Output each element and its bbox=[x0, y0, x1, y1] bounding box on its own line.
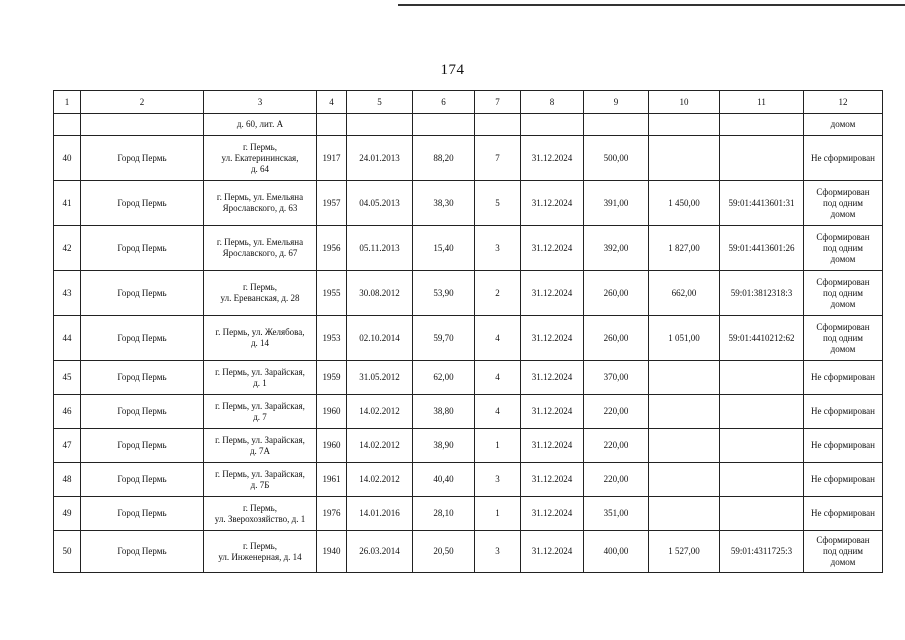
area-cell: 15,40 bbox=[413, 226, 475, 271]
column-header: 4 bbox=[317, 91, 347, 114]
year-cell: 1959 bbox=[317, 361, 347, 395]
amount-cell: 370,00 bbox=[584, 361, 649, 395]
area-cell: 20,50 bbox=[413, 531, 475, 573]
status-cell: Сформирован под одним домом bbox=[804, 531, 883, 573]
date-cell: 14.02.2012 bbox=[347, 463, 413, 497]
amount-cell: 500,00 bbox=[584, 136, 649, 181]
table-cell bbox=[317, 114, 347, 136]
amount-cell: 392,00 bbox=[584, 226, 649, 271]
table-row bbox=[54, 181, 883, 226]
row-number-cell: 46 bbox=[54, 395, 81, 429]
year-cell: 1956 bbox=[317, 226, 347, 271]
address-cell: г. Пермь, ул. Зарайская, д. 7Б bbox=[204, 463, 317, 497]
table-cell bbox=[720, 114, 804, 136]
owner-cell: Город Пермь bbox=[81, 181, 204, 226]
deadline-cell: 31.12.2024 bbox=[521, 429, 584, 463]
page-number: 174 bbox=[440, 62, 465, 78]
address-cell: г. Пермь, ул. Зарайская, д. 7 bbox=[204, 395, 317, 429]
cadastral-cell: 59:01:3812318:3 bbox=[720, 271, 804, 316]
area-cell: 38,90 bbox=[413, 429, 475, 463]
count-cell: 2 bbox=[475, 271, 521, 316]
column-header: 2 bbox=[81, 91, 204, 114]
cadastral-cell bbox=[720, 463, 804, 497]
date-cell: 31.05.2012 bbox=[347, 361, 413, 395]
table-cell bbox=[649, 114, 720, 136]
column-header: 1 bbox=[54, 91, 81, 114]
status-cell: Сформирован под одним домом bbox=[804, 181, 883, 226]
amount-cell: 220,00 bbox=[584, 429, 649, 463]
count-cell: 4 bbox=[475, 395, 521, 429]
deadline-cell: 31.12.2024 bbox=[521, 226, 584, 271]
row-number-cell: 40 bbox=[54, 136, 81, 181]
owner-cell: Город Пермь bbox=[81, 497, 204, 531]
row-number-cell: 45 bbox=[54, 361, 81, 395]
cadastral-cell: 59:01:4413601:31 bbox=[720, 181, 804, 226]
column-header: 5 bbox=[347, 91, 413, 114]
owner-cell: Город Пермь bbox=[81, 316, 204, 361]
status-cell: Сформирован под одним домом bbox=[804, 226, 883, 271]
status-cell: Сформирован под одним домом bbox=[804, 271, 883, 316]
area-cell: 38,30 bbox=[413, 181, 475, 226]
date-cell: 26.03.2014 bbox=[347, 531, 413, 573]
year-cell: 1960 bbox=[317, 429, 347, 463]
table-cell bbox=[413, 114, 475, 136]
deadline-cell: 31.12.2024 bbox=[521, 395, 584, 429]
owner-cell: Город Пермь bbox=[81, 361, 204, 395]
table-row bbox=[54, 271, 883, 316]
date-cell: 24.01.2013 bbox=[347, 136, 413, 181]
row-number-cell: 47 bbox=[54, 429, 81, 463]
date-cell: 14.01.2016 bbox=[347, 497, 413, 531]
column-header: 10 bbox=[649, 91, 720, 114]
address-cell: г. Пермь, ул. Емельяна Ярославского, д. 63 bbox=[204, 181, 317, 226]
date-cell: 02.10.2014 bbox=[347, 316, 413, 361]
address-cell: г. Пермь, ул. Ереванская, д. 28 bbox=[204, 271, 317, 316]
table-cell bbox=[584, 114, 649, 136]
status-cell: Не сформирован bbox=[804, 395, 883, 429]
year-cell: 1976 bbox=[317, 497, 347, 531]
address-cell: г. Пермь, ул. Зверохозяйство, д. 1 bbox=[204, 497, 317, 531]
amount-cell: 1 527,00 bbox=[649, 531, 720, 573]
table-row bbox=[54, 361, 883, 395]
cadastral-cell bbox=[720, 361, 804, 395]
date-cell: 14.02.2012 bbox=[347, 429, 413, 463]
row-number-cell: 44 bbox=[54, 316, 81, 361]
count-cell: 1 bbox=[475, 497, 521, 531]
cadastral-cell bbox=[720, 497, 804, 531]
table-row bbox=[54, 136, 883, 181]
table-row bbox=[54, 395, 883, 429]
owner-cell: Город Пермь bbox=[81, 531, 204, 573]
amount-cell: 351,00 bbox=[584, 497, 649, 531]
address-cell: г. Пермь, ул. Екатерининская, д. 64 bbox=[204, 136, 317, 181]
column-header: 9 bbox=[584, 91, 649, 114]
date-cell: 05.11.2013 bbox=[347, 226, 413, 271]
table-cell bbox=[475, 114, 521, 136]
date-cell: 30.08.2012 bbox=[347, 271, 413, 316]
column-header: 11 bbox=[720, 91, 804, 114]
count-cell: 7 bbox=[475, 136, 521, 181]
column-header: 12 bbox=[804, 91, 883, 114]
year-cell: 1957 bbox=[317, 181, 347, 226]
deadline-cell: 31.12.2024 bbox=[521, 136, 584, 181]
table-cell bbox=[347, 114, 413, 136]
table-row bbox=[54, 463, 883, 497]
owner-cell: Город Пермь bbox=[81, 136, 204, 181]
deadline-cell: 31.12.2024 bbox=[521, 361, 584, 395]
top-rule bbox=[398, 4, 905, 6]
column-header: 3 bbox=[204, 91, 317, 114]
deadline-cell: 31.12.2024 bbox=[521, 463, 584, 497]
amount-cell bbox=[649, 136, 720, 181]
amount-cell: 391,00 bbox=[584, 181, 649, 226]
area-cell: 40,40 bbox=[413, 463, 475, 497]
amount-cell: 1 051,00 bbox=[649, 316, 720, 361]
table-row bbox=[54, 429, 883, 463]
amount-cell bbox=[649, 361, 720, 395]
year-cell: 1961 bbox=[317, 463, 347, 497]
table-cell bbox=[54, 114, 81, 136]
column-header: 6 bbox=[413, 91, 475, 114]
row-number-cell: 48 bbox=[54, 463, 81, 497]
area-cell: 28,10 bbox=[413, 497, 475, 531]
area-cell: 59,70 bbox=[413, 316, 475, 361]
area-cell: 38,80 bbox=[413, 395, 475, 429]
amount-cell: 400,00 bbox=[584, 531, 649, 573]
column-header: 8 bbox=[521, 91, 584, 114]
row-number-cell: 43 bbox=[54, 271, 81, 316]
table-row bbox=[54, 497, 883, 531]
table-cell bbox=[521, 114, 584, 136]
table-row bbox=[54, 226, 883, 271]
count-cell: 5 bbox=[475, 181, 521, 226]
count-cell: 3 bbox=[475, 531, 521, 573]
table-row bbox=[54, 316, 883, 361]
table-row bbox=[54, 531, 883, 573]
amount-cell: 1 827,00 bbox=[649, 226, 720, 271]
deadline-cell: 31.12.2024 bbox=[521, 497, 584, 531]
count-cell: 3 bbox=[475, 226, 521, 271]
amount-cell: 662,00 bbox=[649, 271, 720, 316]
amount-cell bbox=[649, 395, 720, 429]
row-number-cell: 42 bbox=[54, 226, 81, 271]
row-number-cell: 41 bbox=[54, 181, 81, 226]
year-cell: 1953 bbox=[317, 316, 347, 361]
column-header: 7 bbox=[475, 91, 521, 114]
cadastral-cell: 59:01:4413601:26 bbox=[720, 226, 804, 271]
register-table bbox=[53, 90, 883, 573]
date-cell: 04.05.2013 bbox=[347, 181, 413, 226]
owner-cell: Город Пермь bbox=[81, 395, 204, 429]
amount-cell bbox=[649, 497, 720, 531]
continuation-row bbox=[54, 114, 883, 136]
address-cell: г. Пермь, ул. Желябова, д. 14 bbox=[204, 316, 317, 361]
status-cell: Не сформирован bbox=[804, 361, 883, 395]
address-cell: г. Пермь, ул. Зарайская, д. 1 bbox=[204, 361, 317, 395]
cadastral-cell bbox=[720, 136, 804, 181]
count-cell: 1 bbox=[475, 429, 521, 463]
owner-cell: Город Пермь bbox=[81, 271, 204, 316]
amount-cell: 260,00 bbox=[584, 271, 649, 316]
deadline-cell: 31.12.2024 bbox=[521, 271, 584, 316]
count-cell: 4 bbox=[475, 316, 521, 361]
status-cell: Не сформирован bbox=[804, 497, 883, 531]
owner-cell: Город Пермь bbox=[81, 463, 204, 497]
deadline-cell: 31.12.2024 bbox=[521, 181, 584, 226]
amount-cell: 220,00 bbox=[584, 395, 649, 429]
area-cell: 88,20 bbox=[413, 136, 475, 181]
deadline-cell: 31.12.2024 bbox=[521, 316, 584, 361]
count-cell: 3 bbox=[475, 463, 521, 497]
count-cell: 4 bbox=[475, 361, 521, 395]
year-cell: 1955 bbox=[317, 271, 347, 316]
area-cell: 53,90 bbox=[413, 271, 475, 316]
year-cell: 1917 bbox=[317, 136, 347, 181]
year-cell: 1960 bbox=[317, 395, 347, 429]
amount-cell bbox=[649, 463, 720, 497]
area-cell: 62,00 bbox=[413, 361, 475, 395]
cadastral-cell: 59:01:4410212:62 bbox=[720, 316, 804, 361]
header-row bbox=[54, 91, 883, 114]
address-cell: г. Пермь, ул. Зарайская, д. 7А bbox=[204, 429, 317, 463]
deadline-cell: 31.12.2024 bbox=[521, 531, 584, 573]
owner-cell: Город Пермь bbox=[81, 226, 204, 271]
address-cell: г. Пермь, ул. Инженерная, д. 14 bbox=[204, 531, 317, 573]
owner-cell: Город Пермь bbox=[81, 429, 204, 463]
date-cell: 14.02.2012 bbox=[347, 395, 413, 429]
address-cell: г. Пермь, ул. Емельяна Ярославского, д. 67 bbox=[204, 226, 317, 271]
status-cell: Не сформирован bbox=[804, 429, 883, 463]
status-cell: Не сформирован bbox=[804, 463, 883, 497]
status-cell: Не сформирован bbox=[804, 136, 883, 181]
row-number-cell: 50 bbox=[54, 531, 81, 573]
cadastral-cell bbox=[720, 429, 804, 463]
status-cell: Сформирован под одним домом bbox=[804, 316, 883, 361]
cadastral-cell: 59:01:4311725:3 bbox=[720, 531, 804, 573]
amount-cell: 260,00 bbox=[584, 316, 649, 361]
table-cell bbox=[81, 114, 204, 136]
amount-cell: 220,00 bbox=[584, 463, 649, 497]
cadastral-cell bbox=[720, 395, 804, 429]
amount-cell bbox=[649, 429, 720, 463]
status-cell: домом bbox=[804, 114, 883, 136]
amount-cell: 1 450,00 bbox=[649, 181, 720, 226]
row-number-cell: 49 bbox=[54, 497, 81, 531]
year-cell: 1940 bbox=[317, 531, 347, 573]
address-cell: д. 60, лит. А bbox=[204, 114, 317, 136]
